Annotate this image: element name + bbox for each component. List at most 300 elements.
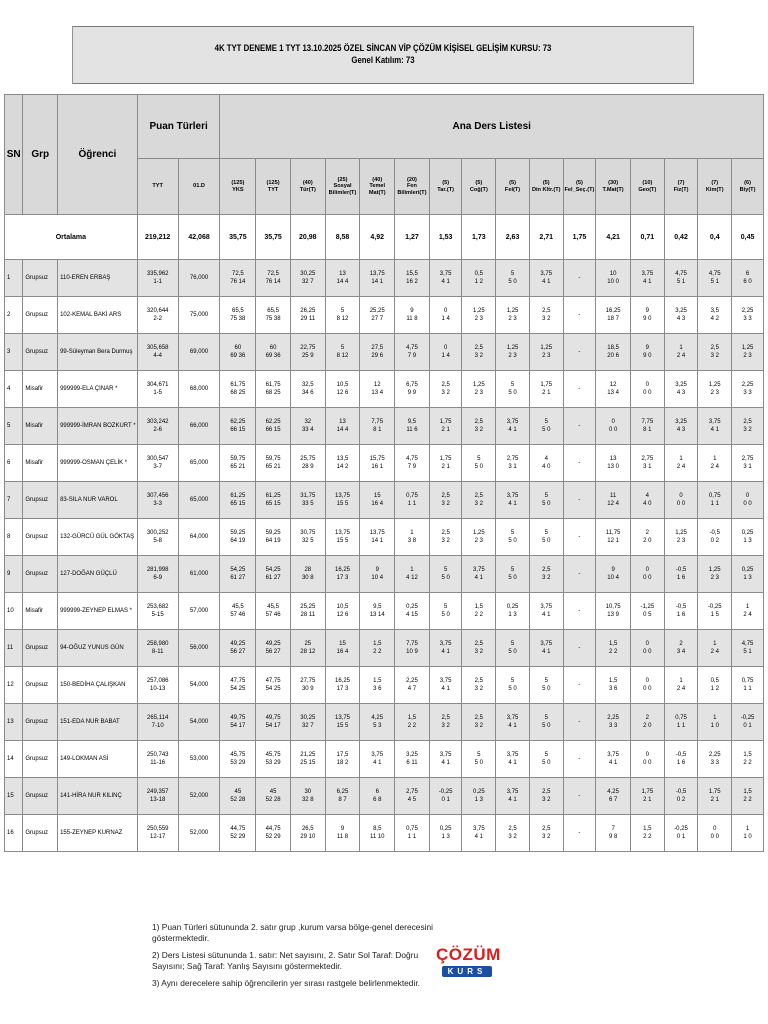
- lesson-correct-wrong: 5 0: [441, 612, 450, 618]
- row-sn: 7: [5, 482, 23, 519]
- tyt-score: 300,547: [146, 456, 169, 462]
- row-tyt-score: [137, 667, 178, 704]
- lesson-cell: [563, 630, 596, 667]
- lesson-correct-wrong: 2 4: [710, 649, 719, 655]
- average-value: 2,63: [496, 215, 530, 260]
- row-tyt-score: [137, 371, 178, 408]
- lesson-col-header: [596, 159, 631, 215]
- row-group: Grupsuz: [23, 704, 58, 741]
- row-group: Grupsuz: [23, 667, 58, 704]
- lesson-cell: [429, 260, 462, 297]
- lesson-correct-wrong: 3 2: [474, 686, 483, 692]
- lesson-net: -0,5: [675, 752, 687, 758]
- lesson-cell: [630, 815, 664, 852]
- row-01d-score: 52,000: [178, 815, 220, 852]
- lesson-cell: [429, 593, 462, 630]
- row-student-name: 83-SILA NUR VAROL: [58, 482, 138, 519]
- puan-types-header: Puan Türleri: [137, 95, 220, 159]
- tyt-score: 253,682: [146, 604, 169, 610]
- lesson-correct-wrong: 3 2: [441, 501, 450, 507]
- lesson-cell: [529, 741, 563, 778]
- row-sn: 1: [5, 260, 23, 297]
- lesson-net: -0,25: [707, 604, 722, 610]
- lesson-correct-wrong: 1 5: [710, 612, 719, 618]
- lesson-net: 9: [611, 567, 615, 573]
- table-row: [5, 593, 764, 630]
- lesson-cell: [220, 334, 256, 371]
- lesson-correct-wrong: 2 4: [676, 686, 686, 692]
- row-group: Misafir: [23, 593, 58, 630]
- lesson-net: 2,5: [474, 419, 483, 425]
- lesson-correct-wrong: 3 3: [608, 723, 618, 729]
- lesson-correct-wrong: 8 1: [643, 427, 652, 433]
- lesson-net: 1: [713, 641, 717, 647]
- lesson-net: 72,5: [267, 271, 279, 277]
- lesson-cell: [360, 593, 395, 630]
- row-sn: 8: [5, 519, 23, 556]
- lesson-net: 45: [234, 789, 242, 795]
- lesson-correct-wrong: 3 2: [441, 538, 450, 544]
- lesson-correct-wrong: 9 0: [643, 316, 652, 322]
- lesson-net: 0,25: [741, 567, 754, 573]
- lesson-correct-wrong: 3 2: [542, 797, 551, 803]
- logo-band: KURS: [442, 966, 492, 977]
- lesson-correct-wrong: 2 1: [542, 390, 551, 396]
- lesson-net: 3,75: [439, 678, 452, 684]
- lesson-cell: [664, 556, 698, 593]
- lesson-cell: [395, 593, 430, 630]
- lesson-correct-wrong: 1 1: [743, 686, 752, 692]
- lesson-cell: [732, 334, 764, 371]
- lesson-net: 3,75: [439, 271, 452, 277]
- lesson-net: 4,25: [371, 715, 384, 721]
- table-row: [5, 519, 764, 556]
- lesson-col-header-line: Din Kltr.(T): [531, 186, 561, 193]
- lesson-cell: [256, 408, 291, 445]
- table-row: [5, 371, 764, 408]
- tyt-rank: 1-1: [153, 279, 162, 285]
- lesson-cell: [698, 334, 732, 371]
- lesson-correct-wrong: 25 9: [301, 353, 314, 359]
- lesson-cell: [360, 556, 395, 593]
- lesson-cell: [395, 778, 430, 815]
- lesson-correct-wrong: 1 3: [743, 538, 752, 544]
- lesson-net: 2,5: [474, 493, 483, 499]
- row-tyt-score: [137, 593, 178, 630]
- lesson-cell: [256, 371, 291, 408]
- lesson-correct-wrong: 69 36: [265, 353, 281, 359]
- lesson-correct-wrong: 69 36: [230, 353, 246, 359]
- lesson-col-header: [732, 159, 764, 215]
- lesson-correct-wrong: 56 27: [230, 649, 246, 655]
- lesson-cell: [429, 482, 462, 519]
- lesson-net: 13: [609, 456, 617, 462]
- lesson-cell: [360, 815, 395, 852]
- row-tyt-score: [137, 260, 178, 297]
- lesson-cell: [496, 445, 530, 482]
- lesson-cell: [664, 297, 698, 334]
- lesson-net: 3,75: [540, 604, 553, 610]
- lesson-net: 2,25: [406, 678, 418, 684]
- lesson-cell: [664, 741, 698, 778]
- lesson-correct-wrong: 13 4: [607, 390, 619, 396]
- lesson-correct-wrong: 9 0: [643, 353, 652, 359]
- lesson-col-header-line: Kim(T): [705, 186, 724, 193]
- lesson-correct-wrong: 2 0: [643, 538, 652, 544]
- lesson-correct-wrong: 3 2: [474, 353, 483, 359]
- tyt-score: 250,743: [146, 752, 169, 758]
- lesson-net: 1: [410, 530, 414, 536]
- lesson-cell: [596, 260, 631, 297]
- lesson-correct-wrong: 13 9: [607, 612, 619, 618]
- lesson-net: 1,25: [506, 345, 519, 351]
- lesson-net: 3,5: [710, 308, 719, 314]
- lesson-correct-wrong: 27 7: [371, 316, 384, 322]
- lesson-cell: [630, 371, 664, 408]
- lesson-net: 0: [745, 493, 750, 499]
- lesson-cell: [462, 593, 496, 630]
- row-01d-score: 65,000: [178, 482, 220, 519]
- lesson-cell: [325, 445, 360, 482]
- lesson-cell: [325, 519, 360, 556]
- tyt-rank: 5-15: [151, 612, 164, 618]
- lesson-cell: [563, 482, 596, 519]
- lesson-net: 1,5: [373, 678, 382, 684]
- lesson-correct-wrong: 2 2: [643, 834, 652, 840]
- lesson-correct-wrong: 3 8: [407, 538, 417, 544]
- row-group: Grupsuz: [23, 778, 58, 815]
- lesson-cell: [360, 741, 395, 778]
- lesson-cell: [732, 593, 764, 630]
- lesson-col-header: [529, 159, 563, 215]
- row-01d-score: 75,000: [178, 297, 220, 334]
- lesson-col-header-line: TYT: [267, 186, 279, 193]
- lesson-net: 25,25: [369, 308, 385, 314]
- lesson-cell: [664, 445, 698, 482]
- lesson-net: 16,25: [605, 308, 621, 314]
- table-row: [5, 815, 764, 852]
- results-table: [4, 94, 764, 852]
- lesson-net: 1,5: [608, 641, 618, 647]
- lesson-cell: [630, 704, 664, 741]
- table-row: [5, 408, 764, 445]
- average-value: 1,73: [462, 215, 496, 260]
- lesson-correct-wrong: 8 1: [373, 427, 382, 433]
- lesson-net: 61,75: [265, 382, 281, 388]
- col-sn-header: SN: [5, 95, 23, 215]
- lesson-correct-wrong: 52 28: [265, 797, 281, 803]
- lesson-correct-wrong: 4 2: [710, 316, 719, 322]
- lesson-net: 2,25: [607, 715, 619, 721]
- tyt-score: 257,086: [146, 678, 169, 684]
- lesson-col-header-line: Fel(T): [504, 186, 521, 193]
- lesson-col-header-line: Bilimleri(T): [397, 189, 427, 196]
- lesson-correct-wrong: 0 5: [643, 612, 652, 618]
- lesson-correct-wrong: 4 3: [676, 316, 686, 322]
- row-tyt-score: [137, 408, 178, 445]
- lesson-col-header: [698, 159, 732, 215]
- lesson-col-header: [290, 159, 325, 215]
- lesson-net: 11,75: [605, 530, 621, 536]
- tyt-score: 281,998: [146, 567, 169, 573]
- lesson-correct-wrong: 2 1: [441, 464, 450, 470]
- lesson-correct-wrong: 2 3: [474, 390, 483, 396]
- lesson-correct-wrong: 1 3: [441, 834, 450, 840]
- lesson-net: 2,25: [741, 382, 754, 388]
- lesson-cell: [462, 371, 496, 408]
- lesson-correct-wrong: 1 4: [441, 353, 450, 359]
- lesson-cell: [630, 408, 664, 445]
- lesson-correct-wrong: 3 3: [710, 760, 719, 766]
- lesson-correct-wrong: 61 27: [230, 575, 246, 581]
- lesson-correct-wrong: 11 8: [336, 834, 349, 840]
- lesson-net: 59,25: [230, 530, 246, 536]
- lesson-correct-wrong: 5 0: [542, 427, 551, 433]
- tyt-score: 249,357: [146, 789, 169, 795]
- row-group: Grupsuz: [23, 630, 58, 667]
- lesson-net: -: [578, 682, 581, 688]
- lesson-net: 2,5: [542, 789, 551, 795]
- lesson-correct-wrong: 9 8: [608, 834, 618, 840]
- lesson-net: 5: [510, 271, 515, 277]
- lesson-net: 65,5: [232, 308, 244, 314]
- row-group: Grupsuz: [23, 334, 58, 371]
- lesson-net: 2,5: [542, 567, 551, 573]
- lesson-cell: [395, 815, 430, 852]
- table-row: [5, 297, 764, 334]
- lesson-correct-wrong: 4 12: [406, 575, 418, 581]
- lesson-cell: [395, 519, 430, 556]
- lesson-correct-wrong: 0 2: [676, 797, 686, 803]
- lesson-net: 1,75: [641, 789, 654, 795]
- lesson-cell: [462, 519, 496, 556]
- tyt-rank: 7-10: [151, 723, 164, 729]
- average-label: Ortalama: [5, 215, 138, 260]
- lesson-cell: [256, 778, 291, 815]
- lesson-net: 3,75: [472, 567, 485, 573]
- lesson-cell: [563, 556, 596, 593]
- lesson-net: 15,75: [369, 456, 385, 462]
- lesson-net: 62,25: [265, 419, 281, 425]
- lesson-cell: [732, 815, 764, 852]
- lesson-correct-wrong: 1 4: [441, 316, 450, 322]
- lesson-correct-wrong: 14 2: [336, 464, 349, 470]
- lesson-correct-wrong: 16 1: [371, 464, 384, 470]
- lesson-correct-wrong: 3 1: [743, 464, 752, 470]
- lesson-cell: [220, 630, 256, 667]
- lesson-correct-wrong: 5 0: [474, 760, 483, 766]
- row-group: Misafir: [23, 408, 58, 445]
- lesson-correct-wrong: 13 4: [371, 390, 384, 396]
- lesson-correct-wrong: 3 2: [542, 834, 551, 840]
- lesson-cell: [429, 408, 462, 445]
- lesson-correct-wrong: 16 2: [406, 279, 418, 285]
- lesson-cell: [429, 371, 462, 408]
- lesson-cell: [395, 667, 430, 704]
- lesson-net: -0,5: [709, 530, 720, 536]
- table-row: [5, 482, 764, 519]
- lesson-net: 13: [339, 419, 346, 425]
- lesson-cell: [256, 556, 291, 593]
- lesson-net: 27,5: [371, 345, 384, 351]
- lesson-net: 7,75: [641, 419, 654, 425]
- lesson-net: 13,75: [335, 493, 351, 499]
- lesson-correct-wrong: 5 0: [542, 501, 551, 507]
- tyt-score: 320,644: [146, 308, 169, 314]
- lesson-net: 1: [679, 678, 683, 684]
- lesson-net: 9: [645, 308, 649, 314]
- average-value: 0,45: [732, 215, 764, 260]
- lesson-cell: [462, 630, 496, 667]
- average-value: 8,58: [325, 215, 360, 260]
- lesson-net: 2,5: [508, 826, 517, 832]
- lesson-correct-wrong: 12 6: [336, 390, 349, 396]
- lesson-net: 60: [269, 345, 277, 351]
- lesson-correct-wrong: 3 6: [608, 686, 618, 692]
- lesson-cell: [360, 778, 395, 815]
- lesson-net: 5: [544, 419, 548, 425]
- lesson-net: 1,75: [540, 382, 553, 388]
- tyt-rank: 3-3: [153, 501, 162, 507]
- lesson-net: 5: [544, 752, 548, 758]
- row-01d-score: 69,000: [178, 334, 220, 371]
- row-sn: 12: [5, 667, 23, 704]
- row-01d-score: 52,000: [178, 778, 220, 815]
- lesson-cell: [256, 260, 291, 297]
- lesson-net: 2,5: [542, 308, 551, 314]
- lesson-correct-wrong: 5 1: [710, 279, 719, 285]
- lesson-net: 4,75: [406, 345, 418, 351]
- lesson-correct-wrong: 3 2: [441, 723, 450, 729]
- lesson-net: 3,75: [371, 752, 384, 758]
- lesson-cell: [664, 815, 698, 852]
- row-tyt-score: [137, 741, 178, 778]
- lesson-col-header-line: Sosyal: [333, 183, 352, 190]
- lesson-cell: [732, 556, 764, 593]
- table-row: [5, 630, 764, 667]
- lesson-correct-wrong: 3 1: [508, 464, 517, 470]
- lesson-cell: [596, 408, 631, 445]
- lesson-correct-wrong: 4 1: [441, 686, 450, 692]
- lesson-cell: [256, 445, 291, 482]
- lesson-cell: [496, 556, 530, 593]
- table-row: [5, 334, 764, 371]
- lesson-net: 10,5: [336, 382, 349, 388]
- lesson-cell: [496, 260, 530, 297]
- lesson-net: -: [578, 275, 581, 281]
- footnote-3: 3) Aynı derecelere sahip öğrencilerin yer sırası rastgele belirlenmektedir.: [152, 978, 420, 988]
- row-student-name: 110-EREN ERBAŞ: [58, 260, 138, 297]
- lesson-net: 2: [645, 530, 649, 536]
- lesson-cell: [325, 667, 360, 704]
- row-sn: 15: [5, 778, 23, 815]
- lesson-cell: [220, 519, 256, 556]
- lesson-net: 10,5: [336, 604, 349, 610]
- lesson-cell: [563, 704, 596, 741]
- lesson-net: 59,75: [265, 456, 281, 462]
- lesson-correct-wrong: 4 1: [542, 279, 551, 285]
- lesson-net: 12: [373, 382, 381, 388]
- lesson-correct-wrong: 1 6: [676, 575, 686, 581]
- lesson-correct-wrong: 15 5: [336, 723, 349, 729]
- lesson-net: 13,75: [369, 530, 385, 536]
- lesson-correct-wrong: 65 15: [230, 501, 246, 507]
- row-student-name: 150-BEDİHA ÇALIŞKAN: [58, 667, 138, 704]
- report-title-box: [72, 26, 694, 84]
- lesson-correct-wrong: 0 0: [710, 834, 719, 840]
- lesson-net: 5: [340, 308, 345, 314]
- lesson-correct-wrong: 3 2: [474, 649, 483, 655]
- lesson-cell: [325, 482, 360, 519]
- lesson-cell: [290, 519, 325, 556]
- row-group: Grupsuz: [23, 260, 58, 297]
- lesson-net: 0,25: [439, 826, 452, 832]
- lesson-correct-wrong: 30 8: [301, 575, 314, 581]
- lesson-col-header: [462, 159, 496, 215]
- lesson-cell: [395, 482, 430, 519]
- lesson-correct-wrong: 2 2: [608, 649, 618, 655]
- lesson-cell: [462, 815, 496, 852]
- lesson-correct-wrong: 4 1: [542, 612, 551, 618]
- lesson-correct-wrong: 61 27: [265, 575, 281, 581]
- lesson-correct-wrong: 3 2: [441, 390, 450, 396]
- lesson-cell: [596, 371, 631, 408]
- lesson-cell: [462, 334, 496, 371]
- lesson-correct-wrong: 6 7: [608, 797, 618, 803]
- lesson-correct-wrong: 2 3: [710, 575, 719, 581]
- lesson-cell: [596, 704, 631, 741]
- lesson-net: 0,75: [741, 678, 754, 684]
- lesson-net: 13,75: [369, 271, 385, 277]
- average-value: 0,42: [664, 215, 698, 260]
- lesson-cell: [496, 334, 530, 371]
- lesson-cell: [220, 593, 256, 630]
- average-value: 1,75: [563, 215, 596, 260]
- lesson-net: 45,5: [267, 604, 279, 610]
- table-row: [5, 778, 764, 815]
- lesson-cell: [563, 408, 596, 445]
- average-value: 20,98: [290, 215, 325, 260]
- average-value: 2,71: [529, 215, 563, 260]
- row-tyt-score: [137, 445, 178, 482]
- lesson-net: 7,75: [371, 419, 384, 425]
- lesson-cell: [220, 741, 256, 778]
- lesson-cell: [462, 482, 496, 519]
- lesson-correct-wrong: 11 10: [369, 834, 385, 840]
- lesson-correct-wrong: 2 4: [676, 353, 686, 359]
- tyt-rank: 6-9: [153, 575, 162, 581]
- lesson-cell: [732, 482, 764, 519]
- lesson-cell: [256, 704, 291, 741]
- lesson-net: 2,75: [741, 456, 754, 462]
- lesson-net: 7,75: [406, 641, 418, 647]
- lesson-cell: [496, 778, 530, 815]
- lesson-cell: [325, 297, 360, 334]
- lesson-correct-wrong: 54 25: [230, 686, 246, 692]
- lesson-cell: [563, 741, 596, 778]
- lesson-correct-wrong: 0 0: [676, 501, 686, 507]
- lesson-net: 1: [713, 715, 717, 721]
- lesson-correct-wrong: 5 1: [676, 279, 686, 285]
- lesson-cell: [290, 815, 325, 852]
- lesson-correct-wrong: 3 3: [743, 390, 752, 396]
- lesson-net: 0,25: [741, 530, 754, 536]
- lesson-cell: [325, 778, 360, 815]
- row-student-name: 151-EDA NUR BABAT: [58, 704, 138, 741]
- lesson-net: 49,75: [230, 715, 246, 721]
- lesson-correct-wrong: 1 6: [676, 612, 686, 618]
- lesson-net: 2,5: [474, 678, 483, 684]
